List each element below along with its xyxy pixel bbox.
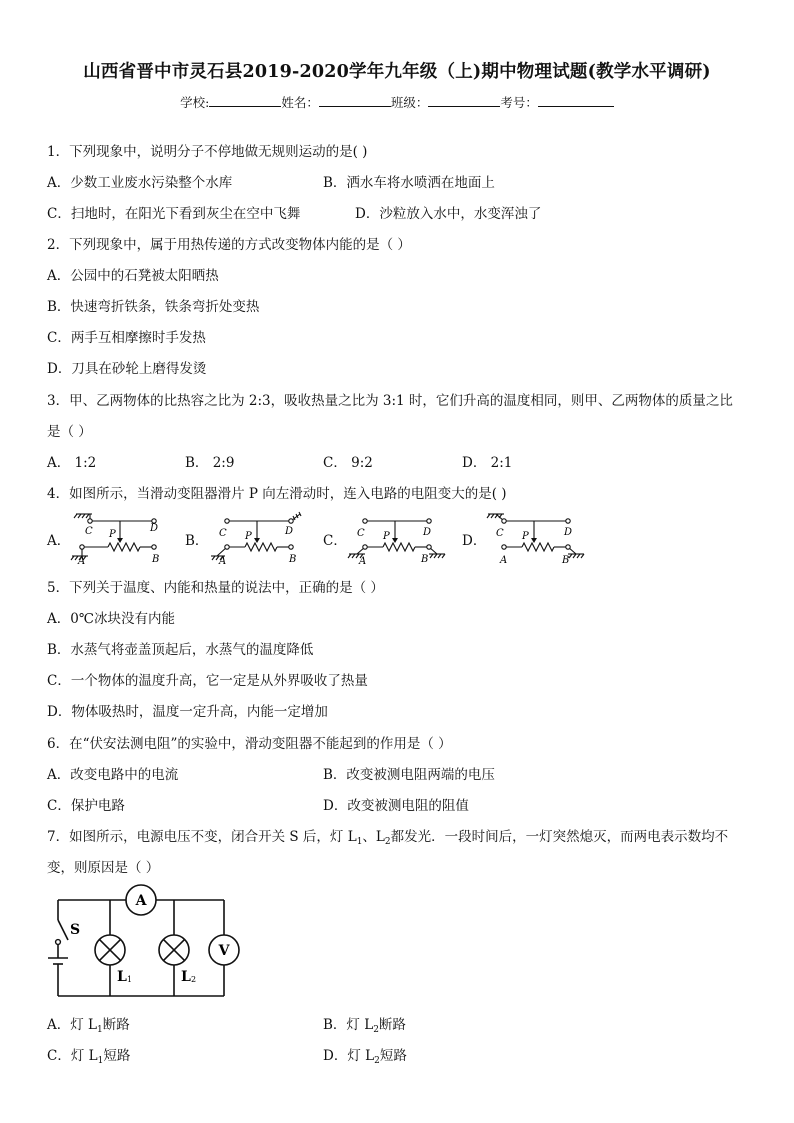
school-blank[interactable] (209, 94, 281, 107)
question-1-option-c: C．扫地时，在阳光下看到灰尘在空中飞舞 (47, 206, 301, 222)
class-blank[interactable] (428, 94, 500, 107)
lamp-l1-symbol (95, 935, 125, 965)
slider-p-label: P (383, 531, 390, 542)
student-info-line (0, 93, 794, 111)
ammeter-symbol (126, 885, 156, 915)
terminal-b-label: B (562, 555, 570, 566)
question-3-stem-cont: 是（ ） (47, 424, 92, 440)
rheostat-figure-d (482, 510, 587, 570)
question-4-stem: 4．如图所示，当滑动变阻器滑片 P 向左滑动时，连入电路的电阻变大的是( ) (47, 486, 507, 502)
question-6-option-a: A．改变电路中的电流 (47, 767, 179, 783)
question-1-option-b: B．洒水车将水喷洒在地面上 (323, 175, 495, 191)
voltmeter-symbol (209, 935, 239, 965)
question-3-option-d: D． 2:1 (462, 455, 513, 471)
slider-p-label: P (522, 531, 529, 542)
terminal-d-label: D (285, 526, 294, 537)
rheostat-figure-a (68, 510, 173, 570)
question-3-option-a: A． 1:2 (47, 455, 97, 471)
rheostat-figure-b (205, 510, 310, 570)
question-3-option-b: B． 2:9 (185, 455, 235, 471)
question-2-option-c: C．两手互相摩擦时手发热 (47, 330, 206, 346)
question-2-option-a: A．公园中的石凳被太阳晒热 (47, 268, 219, 284)
terminal-d-label: D (150, 523, 159, 534)
question-7-stem-cont: 变，则原因是（ ） (47, 860, 160, 876)
rheostat-figure-c (343, 510, 448, 570)
ammeter-label: A (135, 893, 147, 909)
question-2-option-d: D．刀具在砂轮上磨得发烫 (47, 361, 207, 377)
terminal-d-label: D (423, 527, 432, 538)
question-5-option-d: D．物体吸热时，温度一定升高，内能一定增加 (47, 704, 328, 720)
question-2-option-b: B．快速弯折铁条，铁条弯折处变热 (47, 299, 260, 315)
terminal-c-label: C (85, 526, 93, 537)
lamp-l2-subscript: 2 (191, 975, 197, 984)
switch-label: S (70, 922, 81, 938)
lamp-l1-label: L (117, 969, 127, 985)
name-label: 姓名： (281, 95, 319, 110)
terminal-a-label: A (359, 556, 367, 566)
question-4-option-c: C． (323, 533, 347, 549)
lamp-l2-label: L (181, 969, 191, 985)
question-2-stem: 2．下列现象中，属于用热传递的方式改变物体内能的是（ ） (47, 237, 411, 253)
question-6-option-d: D．改变被测电阻的阻值 (323, 798, 469, 814)
terminal-c-label: C (496, 528, 504, 539)
question-4-option-b: B． (185, 533, 209, 549)
number-blank[interactable] (538, 94, 614, 107)
question-5-option-a: A．0℃冰块没有内能 (47, 611, 175, 627)
terminal-b-label: B (152, 554, 160, 565)
question-7-option-a: A．灯 $L_1$断路 (47, 1017, 130, 1035)
lamp-l2-symbol (159, 935, 189, 965)
question-6-option-b: B．改变被测电阻两端的电压 (323, 767, 495, 783)
question-6-option-c: C．保护电路 (47, 798, 125, 814)
question-5-option-c: C．一个物体的温度升高，它一定是从外界吸收了热量 (47, 673, 368, 689)
page-title: 山西省晋中市灵石县2019-2020学年九年级（上)期中物理试题(教学水平调研) (83, 62, 711, 82)
terminal-a-label: A (500, 555, 508, 566)
question-5-option-b: B．水蒸气将壶盖顶起后，水蒸气的温度降低 (47, 642, 314, 658)
question-1-option-d: D．沙粒放入水中，水变浑浊了 (355, 206, 542, 222)
question-1-option-a: A．少数工业废水污染整个水库 (47, 175, 233, 191)
question-1-stem: 1．下列现象中，说明分子不停地做无规则运动的是( ) (47, 144, 368, 160)
terminal-b-label: B (421, 554, 429, 565)
circuit-diagram (40, 882, 250, 1008)
name-blank[interactable] (319, 94, 391, 107)
question-3-option-c: C． 9:2 (323, 455, 373, 471)
terminal-c-label: C (357, 528, 365, 539)
question-7-option-d: D．灯 $L_2$短路 (323, 1048, 407, 1066)
terminal-a-label: A (219, 556, 227, 566)
lamp-l1-subscript: 1 (127, 975, 133, 984)
question-6-stem: 6．在“伏安法测电阻”的实验中，滑动变阻器不能起到的作用是（ ） (47, 736, 452, 752)
slider-p-label: P (245, 531, 252, 542)
terminal-a-label: A (78, 556, 86, 566)
voltmeter-label: V (218, 943, 230, 959)
terminal-b-label: B (289, 554, 297, 565)
number-label: 考号： (500, 95, 538, 110)
school-label: 学校: (180, 95, 210, 110)
terminal-d-label: D (564, 527, 573, 538)
question-4-option-d: D． (462, 533, 487, 549)
question-7-option-b: B．灯 $L_2$断路 (323, 1017, 406, 1035)
question-3-stem: 3．甲、乙两物体的比热容之比为 2:3，吸收热量之比为 3:1 时，它们升高的温度相同，则甲、乙两物体的质量之比 (47, 393, 733, 409)
terminal-c-label: C (219, 528, 227, 539)
question-5-stem: 5．下列关于温度、内能和热量的说法中，正确的是（ ） (47, 580, 384, 596)
question-7-stem: 7．如图所示，电源电压不变，闭合开关 S 后，灯 $L_1$、$L_2$都发光．一段时间后，一灯突然熄灭，而两电表示数均不 (47, 829, 729, 847)
class-label: 班级： (390, 95, 429, 110)
slider-p-label: P (109, 529, 116, 540)
question-4-option-a: A． (47, 533, 71, 549)
question-7-option-c: C．灯 $L_1$短路 (47, 1048, 131, 1066)
